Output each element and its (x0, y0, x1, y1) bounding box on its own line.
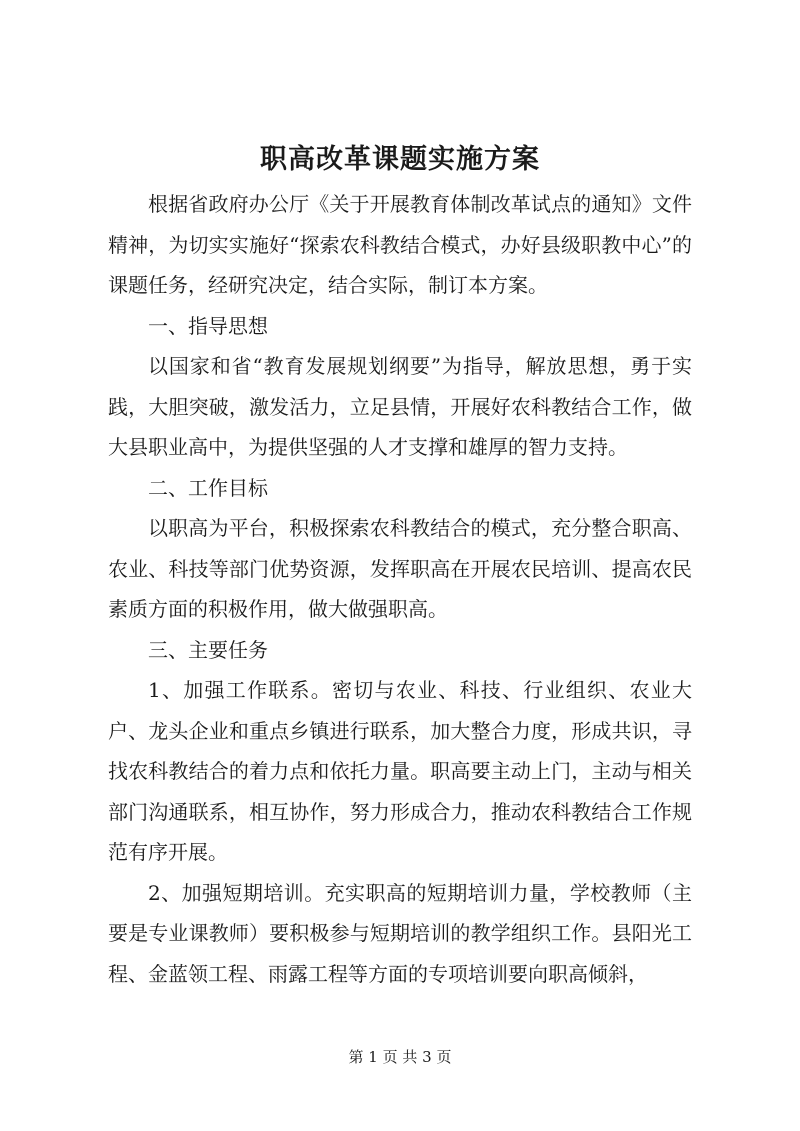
section-heading-work-goals: 二、工作目标 (148, 475, 268, 500)
section-heading-main-tasks: 三、主要任务 (148, 637, 268, 662)
page-footer: 第 1 页 共 3 页 (348, 1048, 452, 1066)
paragraph-work-goals: 以职高为平台，积极探索农科教结合的模式，充分整合职高、农业、科技等部门优势资源，发挥职高在开展农民培训、提高农民素质方面的积极作用，做大做强职高。 (108, 516, 692, 621)
paragraph-task-1: 1、加强工作联系。密切与农业、科技、行业组织、农业大户、龙头企业和重点乡镇进行联系，加大整合力度，形成共识，寻找农科教结合的着力点和依托力量。职高要主动上门，主动与相关部门沟通联系，相互协作，努力形成合力，推动农科教结合工作规范有序开展。 (108, 678, 692, 864)
document-title: 职高改革课题实施方案 (260, 144, 540, 175)
paragraph-intro: 根据省政府办公厅《关于开展教育体制改革试点的通知》文件精神，为切实实施好“探索农科教结合模式，办好县级职教中心”的课题任务，经研究决定，结合实际，制订本方案。 (108, 192, 692, 297)
paragraph-task-2: 2、加强短期培训。充实职高的短期培训力量，学校教师（主要是专业课教师）要积极参与短期培训的教学组织工作。县阳光工程、金蓝领工程、雨露工程等方面的专项培训要向职高倾斜， (108, 880, 692, 986)
document-body (108, 184, 692, 994)
section-heading-guiding-ideology: 一、指导思想 (148, 313, 268, 338)
paragraph-guiding-ideology: 以国家和省“教育发展规划纲要”为指导，解放思想，勇于实践，大胆突破，激发活力，立足县情，开展好农科教结合工作，做大县职业高中，为提供坚强的人才支撑和雄厚的智力支持。 (108, 354, 692, 459)
